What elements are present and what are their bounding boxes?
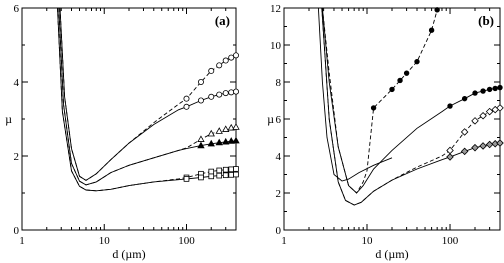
data-point-b-2: [498, 85, 503, 90]
data-point-b-4: [480, 143, 486, 149]
data-point-b-1: [435, 7, 440, 12]
panel-label-b: (b): [478, 13, 494, 28]
y-axis-label-a: µ: [5, 112, 12, 126]
data-point-a-1: [184, 96, 189, 101]
data-point-b-3: [461, 129, 467, 135]
y-tick-label-b: 0: [275, 225, 281, 237]
data-point-a-6: [234, 172, 239, 177]
data-point-a-2: [217, 92, 222, 97]
data-point-b-4: [461, 148, 467, 154]
x-axis-label-a: d (µm): [112, 247, 146, 261]
y-tick-label-b: 2: [275, 188, 281, 200]
data-point-a-2: [209, 94, 214, 99]
data-point-b-1: [429, 28, 434, 33]
data-point-b-1: [371, 106, 376, 111]
plot-frame-b: [284, 8, 500, 230]
data-point-b-1: [390, 87, 395, 92]
series-line-a-2: [60, 8, 236, 180]
data-point-a-2: [223, 91, 228, 96]
y-tick-label-a: 0: [13, 225, 19, 237]
data-point-a-6: [209, 174, 214, 179]
data-point-a-3: [198, 136, 204, 141]
data-point-a-5: [217, 168, 222, 173]
series-line-a-1: [60, 8, 236, 180]
data-point-b-2: [487, 87, 492, 92]
series-line-a-6: [58, 8, 237, 191]
data-point-b-4: [486, 141, 492, 147]
data-point-a-2: [229, 90, 234, 95]
data-point-b-1: [415, 59, 420, 64]
data-point-a-6: [184, 177, 189, 182]
data-point-a-2: [233, 89, 238, 94]
data-point-a-2: [184, 104, 189, 109]
data-point-b-4: [472, 144, 478, 150]
data-point-a-5: [223, 167, 228, 172]
series-line-b-4: [322, 8, 500, 205]
data-point-b-2: [462, 96, 467, 101]
y-axis-label-b: µ: [267, 112, 274, 126]
data-point-b-2: [473, 91, 478, 96]
y-tick-label-a: 6: [13, 3, 19, 15]
data-point-a-6: [229, 172, 234, 177]
panel-label-a: (a): [214, 13, 230, 28]
plot-frame-a: [22, 8, 236, 230]
data-point-a-3: [233, 124, 239, 129]
data-point-a-6: [199, 175, 204, 180]
x-tick-label-a: 1: [19, 235, 25, 247]
data-point-a-1: [223, 58, 228, 63]
x-tick-label-a: 10: [98, 235, 110, 247]
y-tick-label-b: 6: [275, 114, 281, 126]
series-line-b-5: [318, 8, 392, 181]
data-point-a-6: [217, 173, 222, 178]
series-line-b-2: [322, 8, 500, 193]
data-point-b-2: [493, 86, 498, 91]
y-tick-label-b: 10: [270, 40, 281, 52]
x-axis-label-b: d (µm): [375, 247, 409, 261]
chart-panel-b: [267, 3, 503, 261]
data-point-a-1: [233, 53, 238, 58]
data-point-b-4: [497, 140, 503, 146]
y-tick-label-b: 12: [270, 3, 281, 15]
data-point-b-1: [404, 71, 409, 76]
data-point-a-1: [209, 68, 214, 73]
data-point-a-5: [234, 167, 239, 172]
x-tick-label-b: 100: [441, 235, 459, 247]
x-tick-label-b: 1: [281, 235, 287, 247]
series-line-a-5: [58, 8, 237, 191]
data-point-a-1: [198, 79, 203, 84]
data-point-b-3: [480, 113, 486, 119]
y-tick-label-b: 4: [275, 151, 281, 163]
data-point-a-2: [198, 98, 203, 103]
data-point-a-5: [209, 169, 214, 174]
data-point-a-4: [233, 138, 239, 143]
series-line-b-3: [322, 8, 500, 205]
data-point-a-6: [223, 173, 228, 178]
data-point-b-2: [448, 104, 453, 109]
x-tick-label-a: 100: [178, 235, 195, 247]
data-point-a-3: [216, 128, 222, 133]
y-tick-label-b: 8: [275, 77, 281, 89]
data-point-b-4: [447, 154, 453, 160]
data-point-a-5: [229, 167, 234, 172]
x-tick-label-b: 10: [361, 235, 373, 247]
data-point-b-1: [398, 78, 403, 83]
data-point-a-3: [223, 126, 229, 131]
chart-panel-a: [5, 3, 239, 261]
series-line-b-1: [322, 8, 437, 193]
data-point-a-1: [217, 63, 222, 68]
data-point-b-2: [481, 89, 486, 94]
y-tick-label-a: 2: [13, 151, 19, 163]
y-tick-label-a: 4: [13, 77, 19, 89]
